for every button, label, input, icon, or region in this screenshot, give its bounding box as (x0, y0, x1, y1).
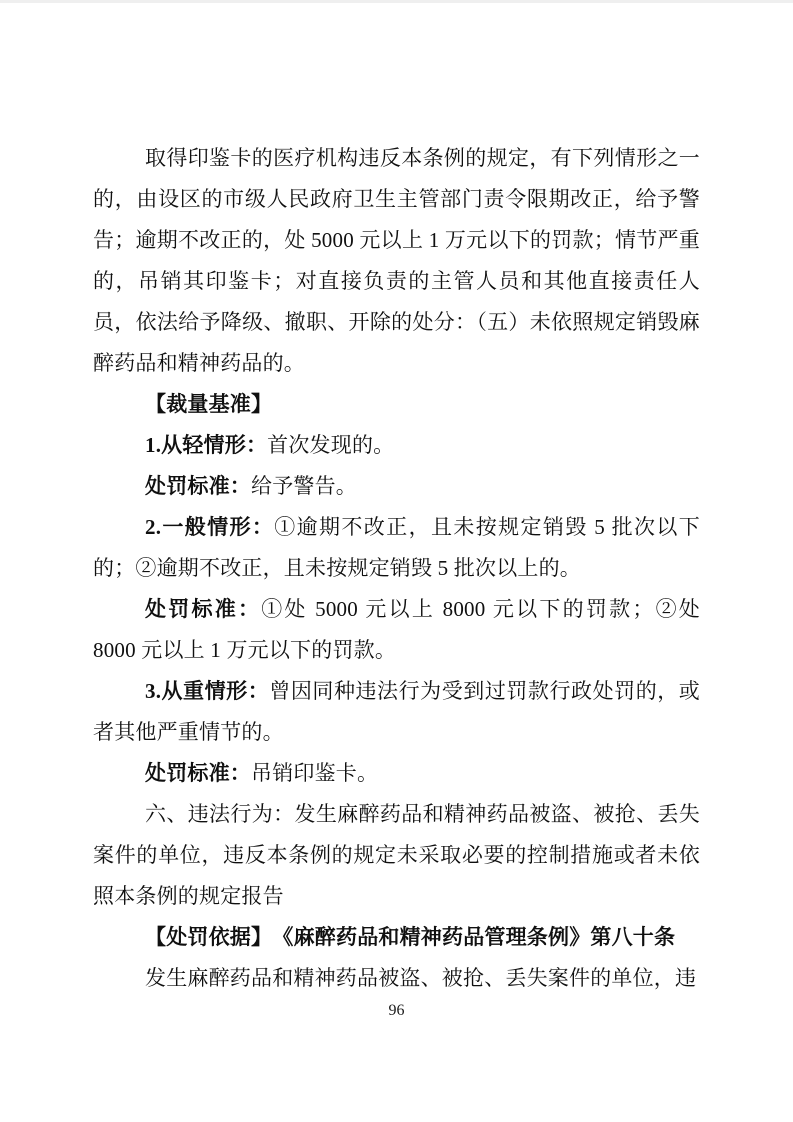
text-run: 给予警告。 (251, 474, 357, 498)
para-illegal-act-6 (93, 794, 700, 917)
text-run: 首次发现的。 (267, 433, 395, 457)
bold-run: 处罚标准： (145, 597, 262, 621)
text-run: 吊销印鉴卡。 (251, 761, 379, 785)
document-body (93, 138, 700, 999)
bold-run: 处罚标准： (145, 761, 251, 785)
para-aggravating-circumstance (93, 671, 700, 753)
page-top-edge (0, 0, 793, 3)
bold-run: 处罚标准： (145, 474, 251, 498)
para-lenient-circumstance (93, 425, 700, 466)
text-run: 六、违法行为：发生麻醉药品和精神药品被盗、被抢、丢失案件的单位，违反本条例的规定未采取必要的控制措施或者未依照本条例的规定报告 (93, 802, 700, 908)
page-number: 96 (388, 1002, 405, 1019)
para-penalty-standard-2 (93, 589, 700, 671)
text-run: ①处 5000 元以上 8000 元以下的罚款；②处 8000 元以上 1 万元以下的罚款。 (93, 597, 701, 662)
text-run: ①逾期不改正，且未按规定销毁 5 批次以下的；②逾期不改正，且未按规定销毁 5 批次以上的。 (93, 515, 700, 580)
bold-run: 【处罚依据】 《麻醉药品和精神药品管理条例》第八十条 (145, 925, 676, 949)
heading-penalty-basis (93, 917, 700, 958)
para-penalty-standard-3 (93, 753, 700, 794)
heading-discretion-benchmark (93, 384, 700, 425)
para-penalty-standard-1 (93, 466, 700, 507)
para-preceding-provision (93, 138, 700, 384)
bold-run: 2.一般情形： (145, 515, 275, 539)
para-article-80-start (93, 958, 700, 999)
text-run: 取得印鉴卡的医疗机构违反本条例的规定，有下列情形之一的，由设区的市级人民政府卫生主管部门责令限期改正，给予警告；逾期不改正的，处 5000 元以上 1 万元以下的罚款；情节严重的，吊销其印鉴卡；对直接负责的主管人员和其他直接责任人员，依法给予降级、撤职、开除的处分：（五）未依照规定销毁麻醉药品和精神药品的。 (93, 146, 700, 375)
para-general-circumstance (93, 507, 700, 589)
text-run: 发生麻醉药品和精神药品被盗、被抢、丢失案件的单位，违 (145, 966, 697, 990)
bold-run: 1.从轻情形： (145, 433, 268, 457)
bold-run: 3.从重情形： (145, 679, 270, 703)
bold-run: 【裁量基准】 (145, 392, 273, 416)
text-run: 曾因同种违法行为受到过罚款行政处罚的，或者其他严重情节的。 (93, 679, 701, 744)
